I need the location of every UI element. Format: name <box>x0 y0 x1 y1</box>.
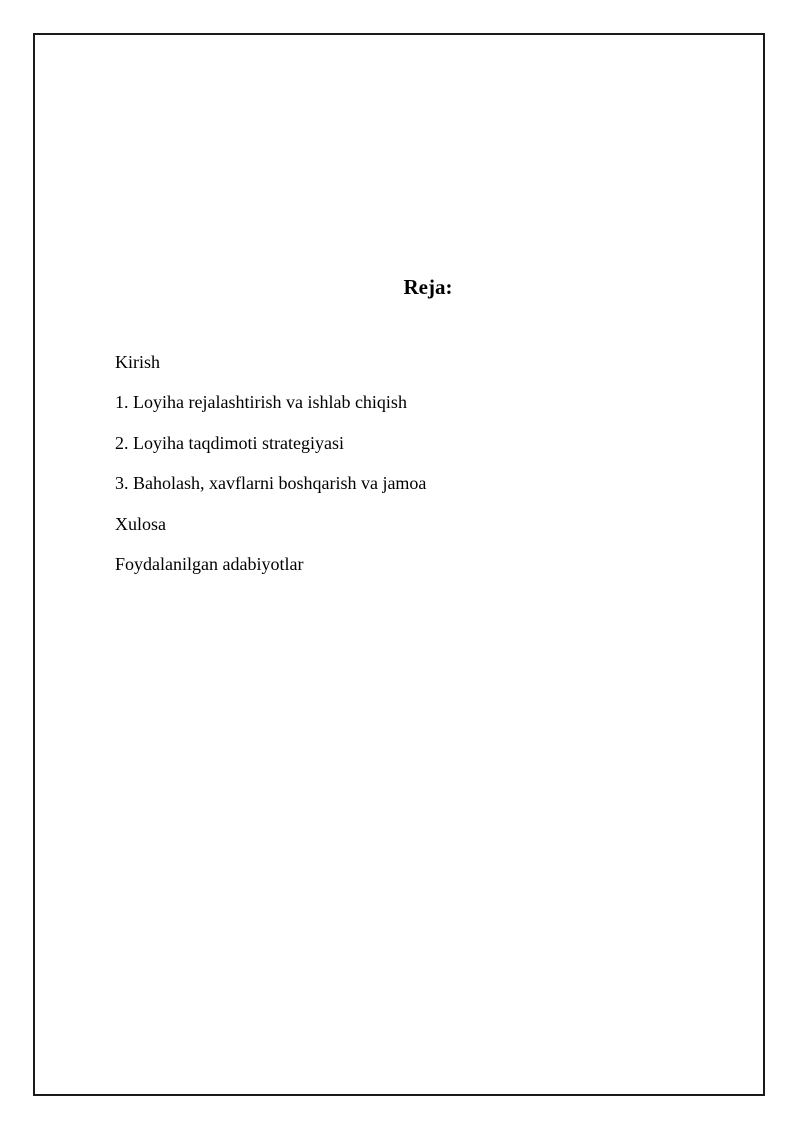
page-title: Reja: <box>403 275 453 299</box>
toc-item-conclusion: Xulosa <box>115 513 166 534</box>
table-of-contents <box>115 350 426 592</box>
toc-item-chapter-2: 2. Loyiha taqdimoti strategiyasi <box>115 432 344 453</box>
toc-item-chapter-1: 1. Loyiha rejalashtirish va ishlab chiqish <box>115 392 407 413</box>
toc-item-references: Foydalanilgan adabiyotlar <box>115 553 304 574</box>
toc-item-introduction: Kirish <box>115 352 160 372</box>
toc-item-chapter-3: 3. Baholash, xavflarni boshqarish va jamoa <box>115 473 427 494</box>
